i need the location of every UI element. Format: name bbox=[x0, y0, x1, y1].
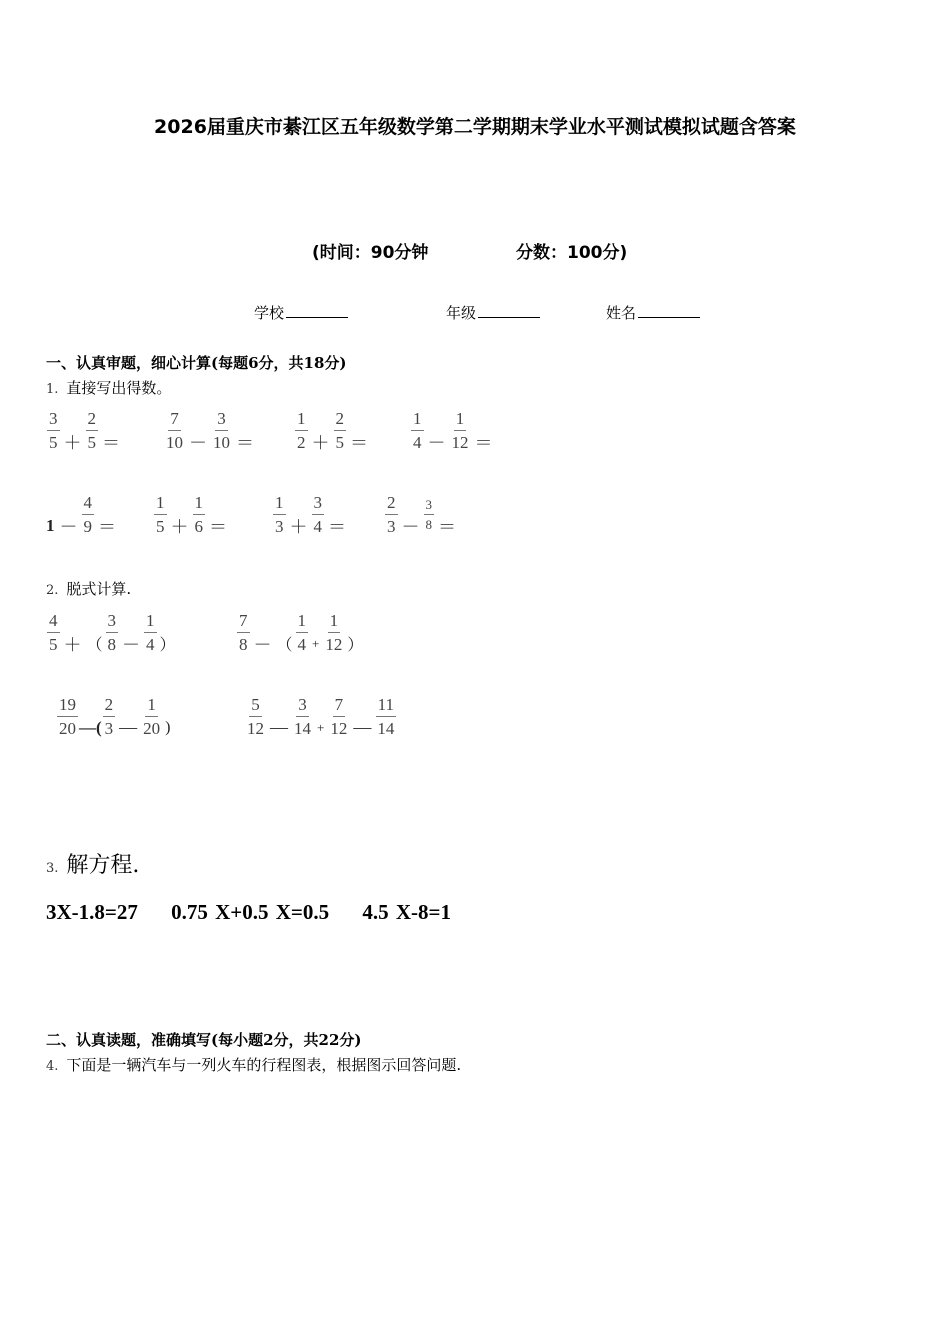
section1-heading: 一、认真审题，细心计算(每题6分，共18分) bbox=[46, 354, 347, 372]
fraction: $\frac{4}{5}$ bbox=[49, 611, 58, 654]
q2-expr-3: $\frac{19}{20}$ —( $\frac{2}{3}$ — $\frac{1}{20}$ ) bbox=[59, 695, 171, 738]
q2-expr-2: $\frac{7}{8}$ － （ $\frac{1}{4}$ + $\frac{1}{12}$ ） bbox=[239, 611, 364, 655]
document-title: 2026届重庆市綦江区五年级数学第二学期期末学业水平测试模拟试题含答案 bbox=[154, 116, 796, 138]
q1-expr-7: $\frac{1}{3}$ ＋ $\frac{3}{4}$ ＝ bbox=[275, 493, 346, 537]
name-field[interactable] bbox=[606, 302, 700, 323]
question-1-text: 直接写出得数。 bbox=[66, 379, 172, 397]
question-3 bbox=[46, 848, 139, 879]
fraction: $\frac{1}{12}$ bbox=[451, 409, 469, 452]
equations-row bbox=[46, 900, 477, 925]
question-1-number: 1. bbox=[46, 382, 59, 397]
question-2 bbox=[46, 578, 131, 599]
question-4-text: 下面是一辆汽车与一列火车的行程图表，根据图示回答问题. bbox=[66, 1056, 462, 1074]
school-label: 学校 bbox=[254, 304, 285, 322]
school-blank[interactable] bbox=[286, 303, 348, 318]
question-2-number: 2. bbox=[46, 583, 59, 598]
fraction: $\frac{1}{4}$ bbox=[413, 409, 422, 452]
fraction: $\frac{2}{5}$ bbox=[87, 409, 96, 452]
fraction: $\frac{1}{5}$ bbox=[156, 493, 165, 536]
fraction: $\frac{1}{3}$ bbox=[275, 493, 284, 536]
fraction: $\frac{2}{5}$ bbox=[335, 409, 344, 452]
equation-1: 3X-1.8=27 bbox=[46, 900, 138, 924]
q1-expr-6: $\frac{1}{5}$ ＋ $\frac{1}{6}$ ＝ bbox=[156, 493, 227, 537]
question-3-text: 解方程. bbox=[66, 853, 140, 878]
fraction: $\frac{7}{12}$ bbox=[330, 695, 348, 738]
name-blank[interactable] bbox=[638, 303, 700, 318]
fraction: $\frac{3}{8}$ bbox=[107, 611, 117, 654]
fraction: $\frac{3}{8}$ bbox=[425, 497, 432, 532]
q2-expr-1: $\frac{4}{5}$ ＋ （ $\frac{3}{8}$ － $\frac{1}{4}$ ） bbox=[49, 611, 176, 655]
fraction: $\frac{7}{8}$ bbox=[239, 611, 248, 654]
question-4 bbox=[46, 1054, 461, 1075]
question-4-number: 4. bbox=[46, 1059, 59, 1074]
q1-expr-2: $\frac{7}{10}$ － $\frac{3}{10}$ ＝ bbox=[166, 409, 254, 453]
grade-field[interactable] bbox=[446, 302, 540, 323]
fraction: $\frac{19}{20}$ bbox=[59, 695, 76, 738]
q1-expr-8: $\frac{2}{3}$ － $\frac{3}{8}$ ＝ bbox=[387, 493, 456, 537]
fraction: $\frac{3}{4}$ bbox=[313, 493, 322, 536]
fraction: $\frac{4}{9}$ bbox=[83, 493, 92, 536]
question-3-number: 3. bbox=[46, 861, 59, 876]
question-1 bbox=[46, 377, 171, 398]
q1-expr-5: 1 － $\frac{4}{9}$ ＝ bbox=[46, 493, 116, 537]
fraction: $\frac{11}{14}$ bbox=[377, 695, 395, 738]
q1-expr-4: $\frac{1}{4}$ － $\frac{1}{12}$ ＝ bbox=[413, 409, 493, 453]
grade-label: 年级 bbox=[446, 304, 477, 322]
fraction: $\frac{3}{14}$ bbox=[294, 695, 311, 738]
section2-heading: 二、认真读题，准确填写(每小题2分，共22分) bbox=[46, 1031, 362, 1049]
fraction: $\frac{1}{4}$ bbox=[146, 611, 155, 654]
q1-expr-1: $\frac{3}{5}$ ＋ $\frac{2}{5}$ ＝ bbox=[49, 409, 120, 453]
grade-blank[interactable] bbox=[478, 303, 540, 318]
fraction: $\frac{3}{5}$ bbox=[49, 409, 58, 452]
fraction: $\frac{7}{10}$ bbox=[166, 409, 183, 452]
fraction: $\frac{1}{6}$ bbox=[194, 493, 203, 536]
equation-3: 4.5 X-8=1 bbox=[362, 900, 452, 924]
name-label: 姓名 bbox=[606, 304, 637, 322]
fraction: $\frac{2}{3}$ bbox=[104, 695, 114, 738]
school-field[interactable] bbox=[254, 302, 348, 323]
q2-expr-4: $\frac{5}{12}$ — $\frac{3}{14}$ + $\frac{7}{12}$ — $\frac{11}{14}$ bbox=[247, 695, 395, 738]
fraction: $\frac{1}{4}$ bbox=[297, 611, 307, 654]
equation-2: 0.75 X+0.5 X=0.5 bbox=[171, 900, 330, 924]
fraction: $\frac{1}{12}$ bbox=[325, 611, 343, 654]
fraction: $\frac{1}{2}$ bbox=[297, 409, 306, 452]
question-2-text: 脱式计算. bbox=[66, 580, 132, 598]
fraction: $\frac{1}{20}$ bbox=[143, 695, 161, 738]
exam-score: 分数：100分) bbox=[516, 243, 628, 263]
fraction: $\frac{3}{10}$ bbox=[213, 409, 230, 452]
fraction: $\frac{5}{12}$ bbox=[247, 695, 264, 738]
q1-expr-3: $\frac{1}{2}$ ＋ $\frac{2}{5}$ ＝ bbox=[297, 409, 368, 453]
fraction: $\frac{2}{3}$ bbox=[387, 493, 396, 536]
exam-time: (时间：90分钟 bbox=[312, 243, 429, 263]
